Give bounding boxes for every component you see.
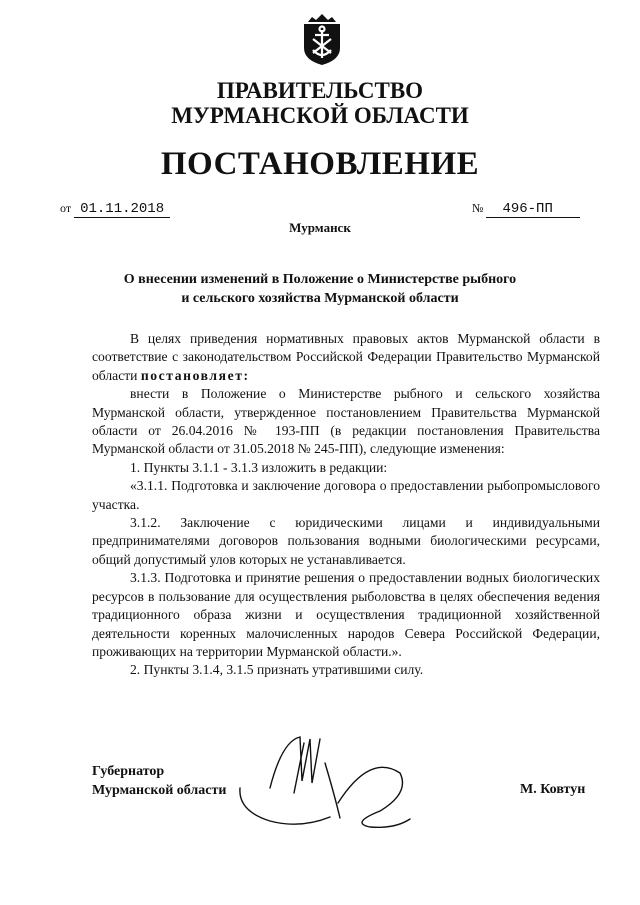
coat-of-arms-icon (300, 8, 344, 66)
paragraph: 3.1.3. Подготовка и принятие решения о предоставлении водных биологических ресурсов в пользование для осуществления рыболовства в целях обеспечения ведения традиционного образа жизни и осуществления традиционной хозяйственной деятельности коренных малочисленных народов Севера Российской Федерации, проживающих на территории Мурманской области.». (92, 570, 600, 659)
org-name-line1: ПРАВИТЕЛЬСТВО (216, 78, 424, 103)
preamble-text: В целях приведения нормативных правовых актов Мурманской области в соответствие с законодательством Российской Федерации Правительство Мурманской области (92, 331, 600, 383)
paragraph: внести в Положение о Министерстве рыбного и сельского хозяйства Мурманской области, утвержденное постановлением Правительства Мурманской области от 26.04.2016 № 193-ПП (в редакции постановления Правительства Мурманской области от 31.05.2018 № 245-ПП), следующие изменения: (92, 386, 600, 457)
document-subject (80, 270, 560, 308)
org-name-line2: МУРМАНСКОЙ ОБЛАСТИ (171, 103, 469, 128)
paragraph: 3.1.2. Заключение с юридическими лицами и индивидуальными предпринимателями договоров пользования водными биологическими ресурсами, общий допустимый улов которых не устанавливается. (92, 515, 600, 567)
date-field (60, 201, 170, 218)
handwritten-signature (230, 733, 420, 833)
date-value: 01.11.2018 (74, 201, 170, 218)
subject-line2: и сельского хозяйства Мурманской области (181, 291, 459, 306)
document-body (92, 330, 600, 680)
paragraph: 2. Пункты 3.1.4, 3.1.5 признать утратившими силу. (130, 662, 424, 678)
number-value: 496-ПП (486, 201, 580, 218)
signatory-title-line1: Губернатор (92, 764, 165, 779)
signatory-title-line2: Мурманской области (92, 783, 227, 798)
signatory-title (92, 762, 226, 800)
paragraph (92, 330, 600, 385)
number-field (472, 201, 580, 218)
subject-line1: О внесении изменений в Положение о Министерстве рыбного (123, 272, 517, 287)
resolves-keyword: постановляет: (140, 367, 250, 383)
org-name (0, 78, 640, 128)
number-prefix: № (472, 201, 484, 215)
city: Мурманск (289, 220, 351, 235)
document-type: ПОСТАНОВЛЕНИЕ (160, 146, 480, 182)
paragraph: 1. Пункты 3.1.1 - 3.1.3 изложить в редакции: (130, 459, 388, 475)
paragraph: «3.1.1. Подготовка и заключение договора о предоставлении рыбопромыслового участка. (92, 478, 600, 512)
signatory-name: М. Ковтун (520, 782, 586, 797)
date-prefix: от (60, 201, 72, 215)
